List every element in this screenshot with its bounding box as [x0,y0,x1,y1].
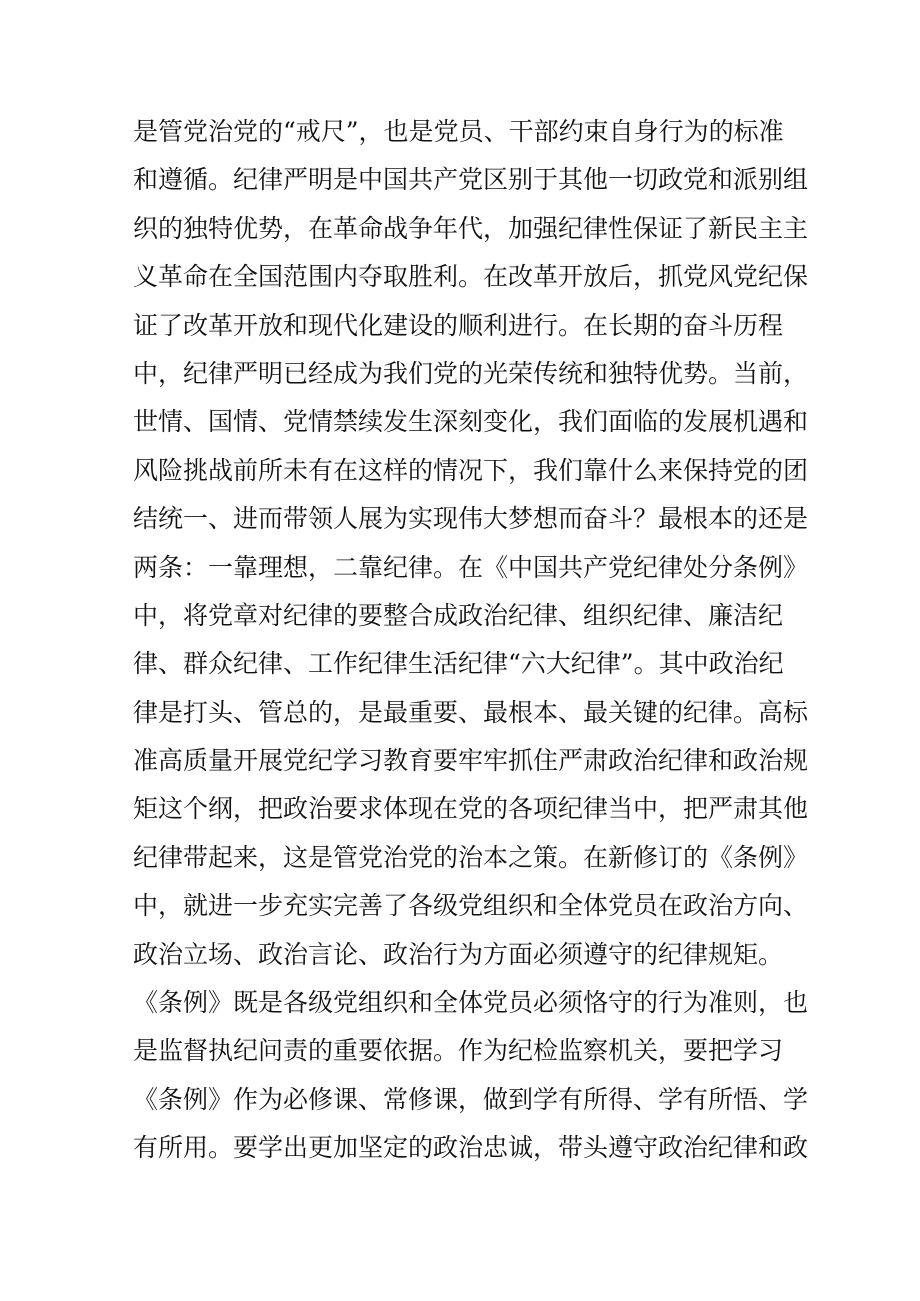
text-line: 律是打头、管总的，是最重要、最根本、最关键的纪律。高标 [133,697,809,727]
text-line: 中，就进一步充实完善了各级党组织和全体党员在政治方向、 [133,891,809,921]
text-line: 政治立场、政治言论、政治行为方面必须遵守的纪律规矩。 [133,939,784,969]
text-line: 纪律带起来，这是管党治党的治本之策。在新修订的《条例》 [133,842,809,872]
text-line: 中，将党章对纪律的要整合成政治纪律、组织纪律、廉洁纪 [133,600,784,630]
text-line: 是监督执纪问责的重要依据。作为纪检监察机关，要把学习 [133,1036,784,1066]
text-line: 世情、国情、党情禁续发生深刻变化，我们面临的发展机遇和 [133,407,809,437]
text-line: 结统一、进而带领人展为实现伟大梦想而奋斗？最根本的还是 [133,504,809,534]
text-line: 《条例》既是各级党组织和全体党员必须恪守的行为准则，也 [133,988,809,1018]
text-line: 律、群众纪律、工作纪律生活纪律“六大纪律”。其中政治纪 [133,649,784,679]
text-line: 《条例》作为必修课、常修课，做到学有所得、学有所悟、学 [133,1084,809,1114]
text-line: 是管党治党的“戒尺”，也是党员、干部约束自身行为的标准 [133,117,784,146]
text-line: 两条：一靠理想，二靠纪律。在《中国共产党纪律处分条例》 [133,552,809,582]
text-line: 准高质量开展党纪学习教育要牢牢抓住严肃政治纪律和政治规 [133,746,809,776]
text-line: 和遵循。纪律严明是中国共产党区别于其他一切政党和派别组 [133,165,809,195]
text-line: 证了改革开放和现代化建设的顺利进行。在长期的奋斗历程 [133,310,784,340]
text-line: 风险挑战前所未有在这样的情况下，我们靠什么来保持党的团 [133,455,809,485]
text-line: 中，纪律严明已经成为我们党的光荣传统和独特优势。当前， [133,358,809,388]
body-text [133,108,809,1173]
text-line: 义革命在全国范围内夺取胜利。在改革开放后，抓党风党纪保 [133,262,809,292]
text-line: 矩这个纲，把政治要求体现在党的各项纪律当中，把严肃其他 [133,794,809,824]
text-line: 织的独特优势，在革命战争年代，加强纪律性保证了新民主主 [133,213,809,243]
text-line: 有所用。要学出更加坚定的政治忠诚，带头遵守政治纪律和政 [133,1133,809,1163]
